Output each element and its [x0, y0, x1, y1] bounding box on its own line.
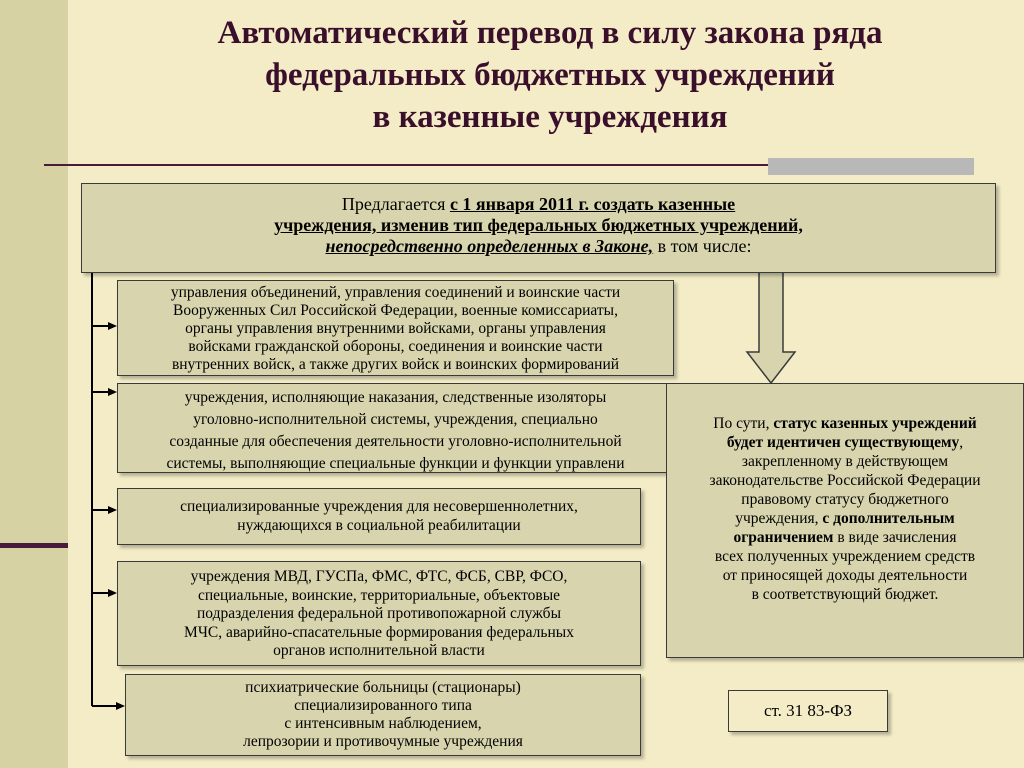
summary-text: в соответствующий бюджет. [751, 586, 939, 603]
list-item-line: подразделения федеральной противопожарной службы [196, 605, 561, 622]
intro-bold-2: учреждения, изменив тип федеральных бюджетных учреждений, [274, 215, 803, 235]
list-item-line: управления объединений, управления соединений и воинские части [170, 284, 621, 301]
list-item-line: психиатрические больницы (стационары) [245, 679, 521, 696]
summary-text: По сути, [713, 415, 774, 432]
summary-text: законодательстве Российской Федерации [709, 472, 981, 489]
intro-bold-1: с 1 января 2011 г. создать казенные [449, 194, 736, 214]
list-item-line: Вооруженных Сил Российской Федерации, военные комиссариаты, [173, 302, 618, 319]
list-item-military [117, 280, 674, 376]
list-item-line: войсками гражданской обороны, соединения и воинские части [188, 338, 603, 355]
list-item-line: учреждения МВД, ГУСПа, ФМС, ФТС, ФСБ, СВР, ФСО, [190, 568, 568, 585]
law-reference: ст. 31 83-ФЗ [763, 701, 853, 720]
list-item-line: специализированные учреждения для несовершеннолетних, [180, 498, 578, 515]
title-line-1: Автоматический перевод в силу закона ряда [217, 15, 883, 51]
list-item-minors [117, 488, 641, 545]
branch-arrow-1 [92, 322, 117, 330]
summary-bold: с дополнительным [822, 510, 955, 527]
list-item-line: учреждения, исполняющие наказания, следственные изоляторы [184, 389, 607, 406]
summary-bold: статус казенных учреждений [773, 415, 977, 432]
list-item-agencies [117, 561, 641, 666]
list-item-penal [117, 383, 674, 473]
branch-arrow-5 [92, 702, 125, 710]
summary-text: от приносящей доходы деятельности [722, 567, 968, 584]
summary-text: учреждения, [735, 510, 823, 527]
list-item-line: лепрозории и противочумные учреждения [243, 733, 523, 750]
list-item-line: уголовно-исполнительной системы, учреждения, специально [193, 411, 598, 428]
summary-bold: будет идентичен существующему [726, 434, 960, 451]
list-item-line: органов исполнительной власти [273, 642, 485, 659]
summary-box [666, 383, 1024, 658]
list-item-line: системы, выполняющие специальные функции и функции управлени [166, 455, 625, 472]
summary-text: в виде зачисления [833, 529, 957, 546]
list-item-line: созданные для обеспечения деятельности уголовно-исполнительной [169, 433, 622, 450]
list-item-line: МЧС, аварийно-спасательные формирования федеральных [184, 623, 574, 641]
intro-italic: непосредственно определенных в Законе, [325, 236, 654, 256]
list-item-hospitals [125, 674, 641, 756]
intro-suffix: в том числе: [653, 236, 752, 256]
summary-text: закрепленному в действующем [741, 453, 949, 470]
list-item-line: специальные, воинские, территориальные, объектовые [197, 586, 561, 604]
intro-box [81, 183, 996, 273]
branch-arrow-2 [92, 388, 117, 396]
law-reference-box [728, 690, 888, 732]
list-item-line: специализированного типа [294, 697, 472, 714]
summary-text: всех полученных учреждением средств [714, 548, 976, 565]
title-line-3: в казенные учреждения [372, 99, 728, 135]
branch-arrow-3 [92, 506, 117, 514]
intro-prefix: Предлагается [341, 194, 450, 214]
list-item-line: органы управления внутренними войсками, органы управления [185, 320, 606, 337]
title-line-2: федеральных бюджетных учреждений [265, 57, 835, 93]
list-item-line: с интенсивным наблюдением, [284, 715, 482, 732]
list-item-line: нуждающихся в социальной реабилитации [237, 517, 521, 534]
summary-bold: ограничением [733, 529, 834, 546]
branch-arrow-4 [92, 589, 117, 597]
list-item-line: внутренних войск, а также других войск и воинских формирований [171, 356, 620, 373]
summary-text: правовому статусу бюджетного [741, 491, 949, 508]
summary-text: , [959, 434, 964, 451]
down-arrow [747, 272, 795, 383]
